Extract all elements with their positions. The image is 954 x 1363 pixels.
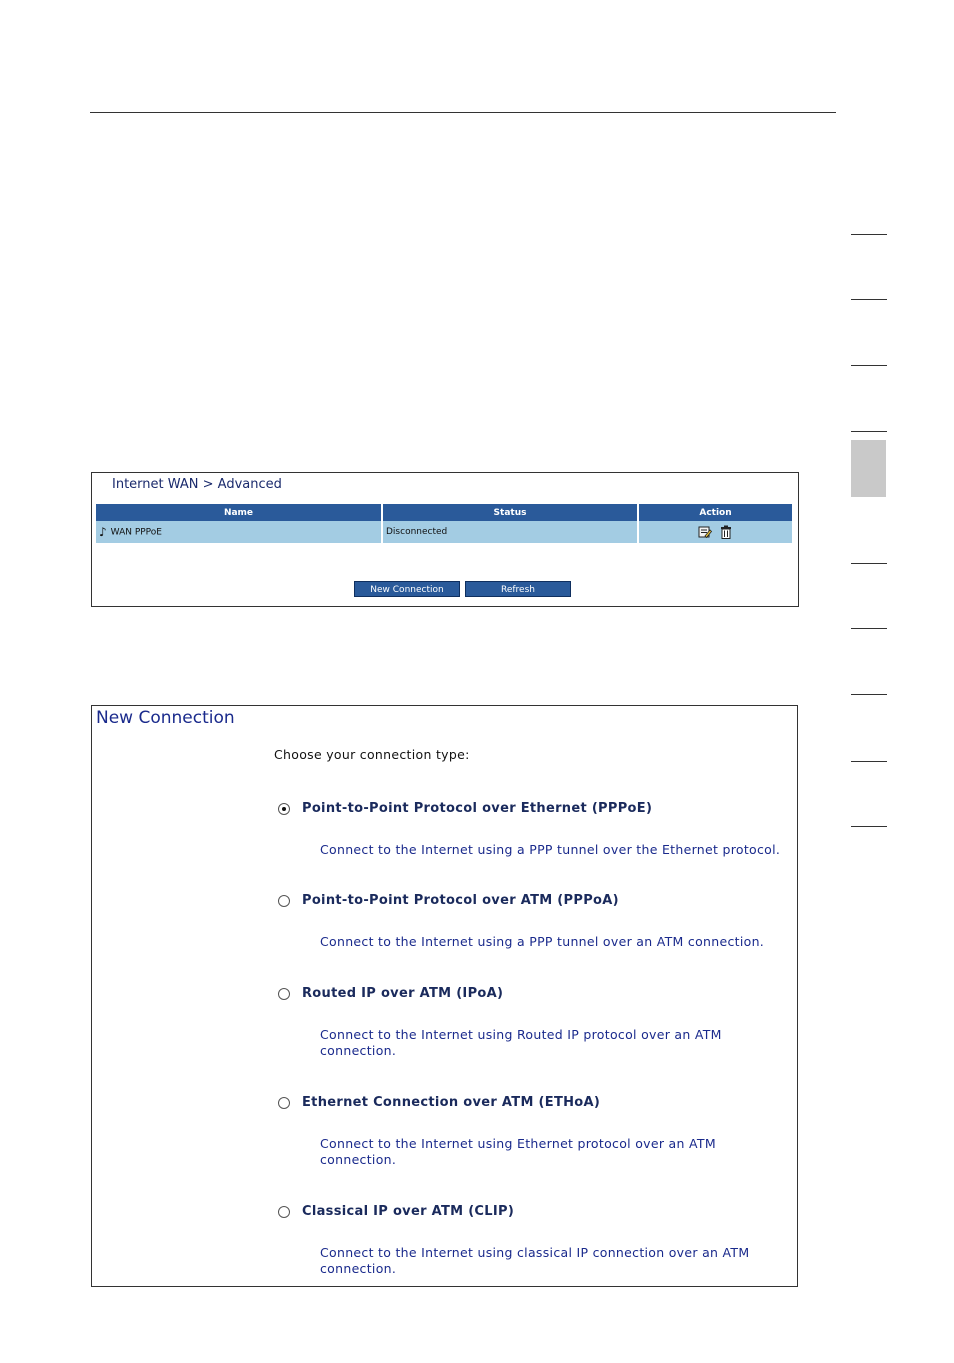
panel-title: Internet WAN > Advanced (112, 477, 282, 492)
section-tab-marker (851, 694, 887, 695)
section-tab-marker (851, 826, 887, 827)
section-tab-marker (851, 234, 887, 235)
section-tab-marker (851, 365, 887, 366)
connection-name: WAN PPPoE (110, 527, 162, 538)
top-rule (90, 112, 836, 113)
connection-status: Disconnected (383, 521, 637, 543)
trash-icon[interactable] (719, 525, 733, 539)
panel-title: New Connection (96, 708, 235, 728)
section-tab-marker (851, 628, 887, 629)
radio-pppoe[interactable] (278, 803, 290, 815)
connection-type-prompt: Choose your connection type: (274, 747, 470, 762)
option-label[interactable]: Classical IP over ATM (CLIP) (302, 1204, 515, 1219)
edit-icon[interactable] (698, 525, 712, 539)
column-header-action: Action (639, 504, 792, 521)
option-label[interactable]: Point-to-Point Protocol over Ethernet (PPPoE) (302, 801, 653, 816)
wan-connections-table (94, 504, 794, 543)
active-section-tab (851, 440, 886, 497)
section-tab-marker (851, 563, 887, 564)
connection-name-cell (96, 521, 381, 543)
radio-clip[interactable] (278, 1206, 290, 1218)
column-header-name: Name (96, 504, 381, 521)
wan-advanced-panel (91, 472, 799, 607)
connection-icon: ♪ (99, 525, 107, 539)
option-description: Connect to the Internet using a PPP tunnel over the Ethernet protocol. (320, 842, 781, 857)
section-tab-marker (851, 431, 887, 432)
column-header-status: Status (383, 504, 637, 521)
option-label[interactable]: Ethernet Connection over ATM (ETHoA) (302, 1095, 601, 1110)
option-description: Connect to the Internet using Routed IP protocol over an ATM connection. (320, 1027, 722, 1058)
option-label[interactable]: Point-to-Point Protocol over ATM (PPPoA) (302, 893, 619, 908)
refresh-button[interactable]: Refresh (465, 581, 571, 597)
new-connection-button[interactable]: New Connection (354, 581, 460, 597)
new-connection-panel (91, 705, 798, 1287)
option-description: Connect to the Internet using a PPP tunnel over an ATM connection. (320, 934, 765, 949)
connection-actions (639, 521, 792, 543)
section-tab-marker (851, 761, 887, 762)
radio-ethoa[interactable] (278, 1097, 290, 1109)
radio-ipoa[interactable] (278, 988, 290, 1000)
section-tab-marker (851, 299, 887, 300)
option-description: Connect to the Internet using Ethernet protocol over an ATM connection. (320, 1136, 716, 1167)
radio-pppoa[interactable] (278, 895, 290, 907)
option-description: Connect to the Internet using classical IP connection over an ATM connection. (320, 1245, 750, 1276)
table-row (96, 521, 792, 543)
option-label[interactable]: Routed IP over ATM (IPoA) (302, 986, 504, 1001)
